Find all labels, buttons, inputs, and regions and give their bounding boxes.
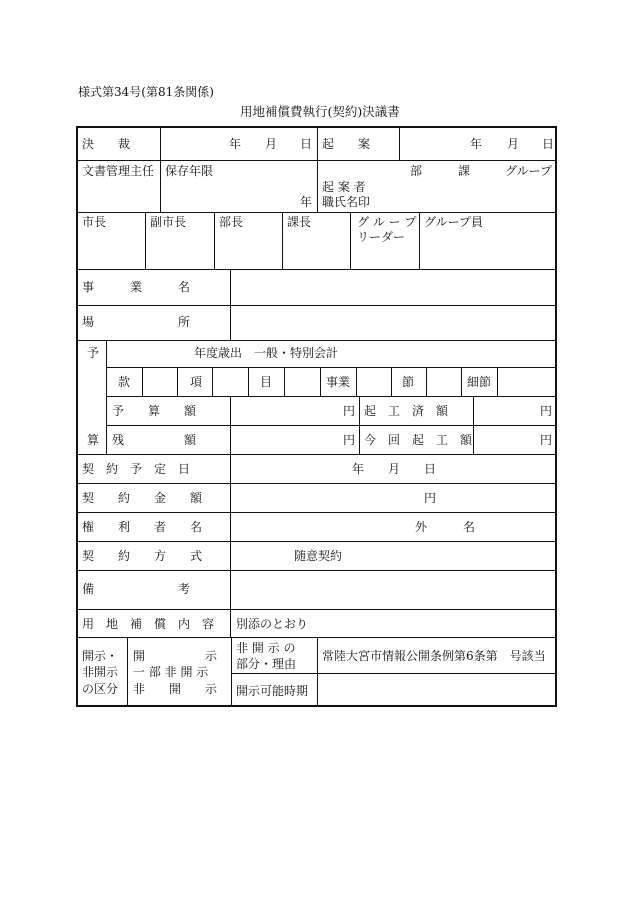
kan-label: 款 [118, 375, 131, 389]
group-leader-label: グ ル ー プ [357, 215, 417, 229]
col-divider [359, 396, 360, 454]
rights-holder-label: 権 利 者 名 [82, 520, 203, 534]
col-divider [320, 367, 321, 396]
contract-amount-value: 円 [424, 491, 437, 505]
col-divider [214, 212, 215, 269]
col-divider [248, 367, 249, 396]
group-member-label: グループ員 [424, 215, 484, 229]
nondisclosure-reason-label: 非 開 示 の [236, 641, 296, 655]
disclosure-available-label: 開示可能時期 [236, 684, 309, 698]
mayor-label: 市長 [82, 215, 107, 229]
kian-label: 起 案 [322, 137, 371, 151]
option-partial-nondisclose: 一 部 非 開 示 [133, 665, 209, 679]
col-divider [391, 367, 392, 396]
col-divider [399, 126, 400, 160]
budget-char-bottom: 算 [87, 433, 100, 447]
col-divider [212, 367, 213, 396]
yen-label: 円 [540, 404, 553, 418]
contract-amount-label: 契 約 金 額 [82, 491, 203, 505]
col-divider [231, 637, 232, 707]
col-divider [284, 367, 285, 396]
col-divider [419, 212, 420, 269]
disclosure-class-label-3: の区分 [82, 682, 119, 696]
row-divider [76, 483, 557, 484]
contract-date-value: 年 月 日 [352, 462, 437, 476]
retention-unit-label: 年 [300, 195, 313, 209]
nondisclosure-reason-value: 常陸大宮市情報公開条例第6条第 号該当 [322, 649, 546, 663]
row-divider [76, 269, 557, 270]
col-divider [356, 367, 357, 396]
disclosure-class-label: 開示・ [82, 649, 119, 663]
col-divider [230, 269, 231, 340]
section-label: 課 [458, 164, 471, 178]
yen-label: 円 [343, 404, 356, 418]
drafter-label: 起 案 者 [322, 180, 366, 194]
page-title: 用地補償費執行(契約)決議書 [240, 104, 400, 119]
col-divider [160, 126, 161, 212]
retention-label: 保存年限 [165, 164, 214, 178]
col-divider [142, 367, 143, 396]
kian-day-label: 日 [542, 137, 555, 151]
col-divider [461, 367, 462, 396]
kessai-label: 決 裁 [82, 137, 131, 151]
kou-label: 項 [190, 375, 203, 389]
row-divider [76, 212, 557, 213]
col-divider [350, 212, 351, 269]
row-divider [76, 570, 557, 571]
col-divider [127, 637, 128, 707]
yen-label: 円 [540, 433, 553, 447]
vice-mayor-label: 副市長 [150, 215, 187, 229]
compensation-label: 用 地 補 償 内 容 [82, 617, 215, 631]
row-divider [76, 454, 557, 455]
option-nondisclose: 非 開 示 [133, 682, 218, 696]
row-divider [106, 367, 557, 368]
col-divider [317, 126, 318, 212]
kessai-day-label: 日 [300, 137, 313, 151]
project-name-label: 事 業 名 [82, 280, 191, 294]
col-divider [145, 212, 146, 269]
col-divider [177, 367, 178, 396]
kessai-year-label: 年 [229, 137, 242, 151]
form-number: 様式第34号(第81条関係) [78, 85, 214, 99]
group-label: グループ [505, 164, 553, 178]
row-divider [106, 396, 557, 397]
remarks-label: 備 考 [82, 582, 191, 596]
setsu-label: 節 [402, 375, 415, 389]
col-divider [282, 212, 283, 269]
row-divider [76, 541, 557, 542]
row-divider [106, 425, 557, 426]
row-divider [231, 673, 557, 674]
fiscal-year-label: 年度歳出 一般・特別会計 [194, 346, 339, 360]
committed-amount-label: 起 工 済 額 [364, 404, 449, 418]
saisetsu-label: 細節 [467, 375, 492, 389]
contract-date-label: 契 約 予 定 日 [82, 462, 191, 476]
budget-amount-label: 予 算 額 [112, 404, 197, 418]
dept-head-label: 部長 [219, 215, 244, 229]
drafter-title-label: 職氏名印 [322, 195, 371, 209]
group-leader-label-2: リーダー [357, 230, 406, 244]
moku-label: 目 [260, 375, 273, 389]
yen-label: 円 [343, 433, 356, 447]
row-divider [76, 305, 557, 306]
budget-char-top: 予 [87, 346, 100, 360]
nondisclosure-reason-label-2: 部分・理由 [236, 657, 297, 671]
row-divider [76, 609, 557, 610]
contract-method-label: 契 約 方 式 [82, 549, 203, 563]
row-divider [76, 512, 557, 513]
dept-label: 部 [410, 164, 423, 178]
col-divider [473, 396, 474, 454]
contract-method-value: 随意契約 [294, 549, 343, 563]
row-divider [76, 340, 557, 341]
this-amount-label: 今 回 起 工 額 [364, 433, 473, 447]
jigyou-label: 事業 [326, 375, 351, 389]
remaining-amount-label: 残 額 [112, 433, 197, 447]
col-divider [317, 637, 318, 707]
kian-month-label: 月 [507, 137, 520, 151]
location-label: 場 所 [82, 315, 191, 329]
kessai-month-label: 月 [265, 137, 278, 151]
col-divider [426, 367, 427, 396]
kian-year-label: 年 [470, 137, 483, 151]
col-divider [497, 367, 498, 396]
col-divider [230, 396, 231, 637]
option-disclose: 開 示 [133, 649, 218, 663]
disclosure-class-label-2: 非開示 [82, 665, 119, 679]
rights-holder-value: 外 名 [415, 520, 476, 534]
section-head-label: 課長 [287, 215, 312, 229]
doc-manager-label: 文書管理主任 [82, 164, 155, 178]
col-divider [106, 340, 107, 454]
compensation-value: 別添のとおり [236, 617, 309, 631]
